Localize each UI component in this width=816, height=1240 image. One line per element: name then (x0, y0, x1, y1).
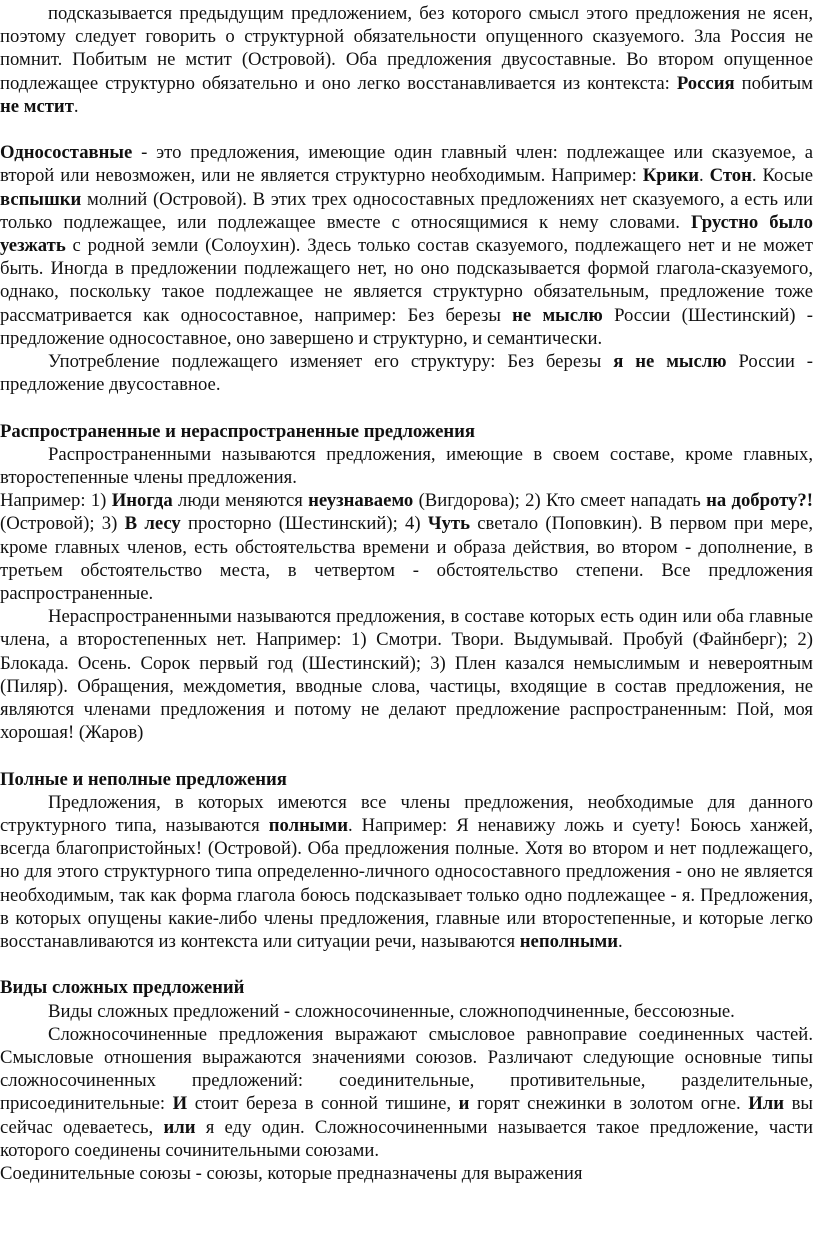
paragraph: Употребление подлежащего изменяет его структуру: Без березы я не мыслю России - предложение двусоставное. (0, 351, 813, 396)
paragraph: Нераспространенными называются предложения, в составе которых есть один или оба главные члена, а второстепенных нет. Например: 1) Смотри. Твори. Выдумывай. Пробуй (Файнберг); 2) Блокада. Осень. Сорок первый год (Шестинский); 3) Плен казался немыслимым и невероятным (Пиляр). Обращения, междометия, вводные слова, частицы, входящие в состав предложения, не являются членами предложения и потому не делают предложение распространенным: Пой, моя хорошая! (Жаров) (0, 606, 813, 744)
emphasis: не мстит (0, 95, 74, 117)
emphasis: Иногда (111, 490, 173, 512)
emphasis: Или (748, 1093, 785, 1115)
spacer (0, 396, 813, 419)
term: Односоставные (0, 142, 133, 164)
emphasis: неполными (519, 931, 619, 953)
emphasis: вспышки (0, 188, 82, 210)
emphasis: Чуть (427, 513, 470, 535)
emphasis: и (458, 1093, 470, 1115)
emphasis: Крики (642, 165, 699, 187)
emphasis: я не мыслю (613, 351, 727, 373)
spacer (0, 118, 813, 141)
emphasis: Стон (709, 165, 752, 187)
section-heading: Виды сложных предложений (0, 977, 245, 999)
emphasis: на доброту?! (706, 490, 813, 512)
paragraph: Виды сложных предложений - сложносочиненные, сложноподчиненные, бессоюзные. (48, 1000, 735, 1022)
spacer (0, 953, 813, 976)
emphasis: И (172, 1093, 188, 1115)
paragraph: Например: 1) Иногда люди меняются неузнаваемо (Вигдорова); 2) Кто смеет нападать на доброту?! (Островой); 3) В лесу просторно (Шестинский); 4) Чуть светало (Поповкин). В первом при мере, кроме главных членов, есть обстоятельства времени и образа действия, во втором - дополнение, в третьем обстоятельство места, в четвертом - обстоятельство степени. Все предложения распространенные. (0, 490, 813, 605)
section-heading: Полные и неполные предложения (0, 768, 287, 790)
emphasis: Грустно было уезжать (0, 211, 813, 257)
emphasis: полными (268, 815, 348, 837)
paragraph: подсказывается предыдущим предложением, без которого смысл этого предложения не ясен, поэтому следует говорить о структурной обязательности опущенного сказуемого. Зла Россия не помнит. Побитым не мстит (Островой). Оба предложения двусоставные. Во втором опущенное подлежащее структурно обязательно и оно легко восстанавливается из контекста: Россия побитым не мстит. (0, 3, 813, 117)
emphasis: не мыслю (512, 304, 603, 326)
emphasis: неузнаваемо (308, 490, 414, 512)
paragraph: Сложносочиненные предложения выражают смысловое равноправие соединенных частей. Смысловые отношения выражаются значениями союзов. Различают следующие основные типы сложносочиненных предложений: соединительные, противительные, разделительные, присоединительные: И стоит береза в сонной тишине, и горят снежинки в золотом огне. Или вы сейчас одеваетесь, или я еду один. Сложносочиненными называется такое предложение, части которого соединены сочинительными союзами. (0, 1023, 813, 1161)
emphasis: В лесу (124, 513, 181, 535)
paragraph: Распространенными называются предложения, имеющие в своем составе, кроме главных, второстепенные члены предложения. (0, 443, 813, 489)
spacer (0, 744, 813, 767)
emphasis: или (163, 1116, 196, 1138)
paragraph: Предложения, в которых имеются все члены предложения, необходимые для данного структурного типа, называются полными. Например: Я ненавижу ложь и суету! Боюсь ханжей, всегда благопристойных! (Островой). Оба предложения полные. Хотя во втором и нет подлежащего, но для этого структурного типа определенно-личного односоставного предложения - оно не является необходимым, так как форма глагола боюсь подсказывает только одно подлежащее - я. Предложения, в которых опущены какие-либо члены предложения, главные или второстепенные, и которые легко восстанавливаются из контекста или ситуации речи, называются неполными. (0, 791, 813, 953)
section-heading: Распространенные и нераспространенные предложения (0, 420, 476, 442)
paragraph: Односоставные - это предложения, имеющие один главный член: подлежащее или сказуемое, а второй или невозможен, или не является структурно необходимым. Например: Крики. Стон. Косые вспышки молний (Островой). В этих трех односоставных предложениях нет сказуемого, а есть или только подлежащее, или подлежащее вместе с относящимися к нему словами. Грустно было уезжать с родной земли (Солоухин). Здесь только состав сказуемого, подлежащего нет и не может быть. Иногда в предложении подлежащего нет, но оно подсказывается формой глагола-сказуемого, однако, поскольку такое подлежащее не является структурно обязательным, предложение тоже рассматривается как односоставное, например: Без березы не мыслю России (Шестинский) - предложение односоставное, оно завершено и структурно, и семантически. (0, 142, 813, 349)
paragraph: Соединительные союзы - союзы, которые предназначены для выражения (0, 1163, 583, 1185)
emphasis: Россия (676, 72, 735, 94)
